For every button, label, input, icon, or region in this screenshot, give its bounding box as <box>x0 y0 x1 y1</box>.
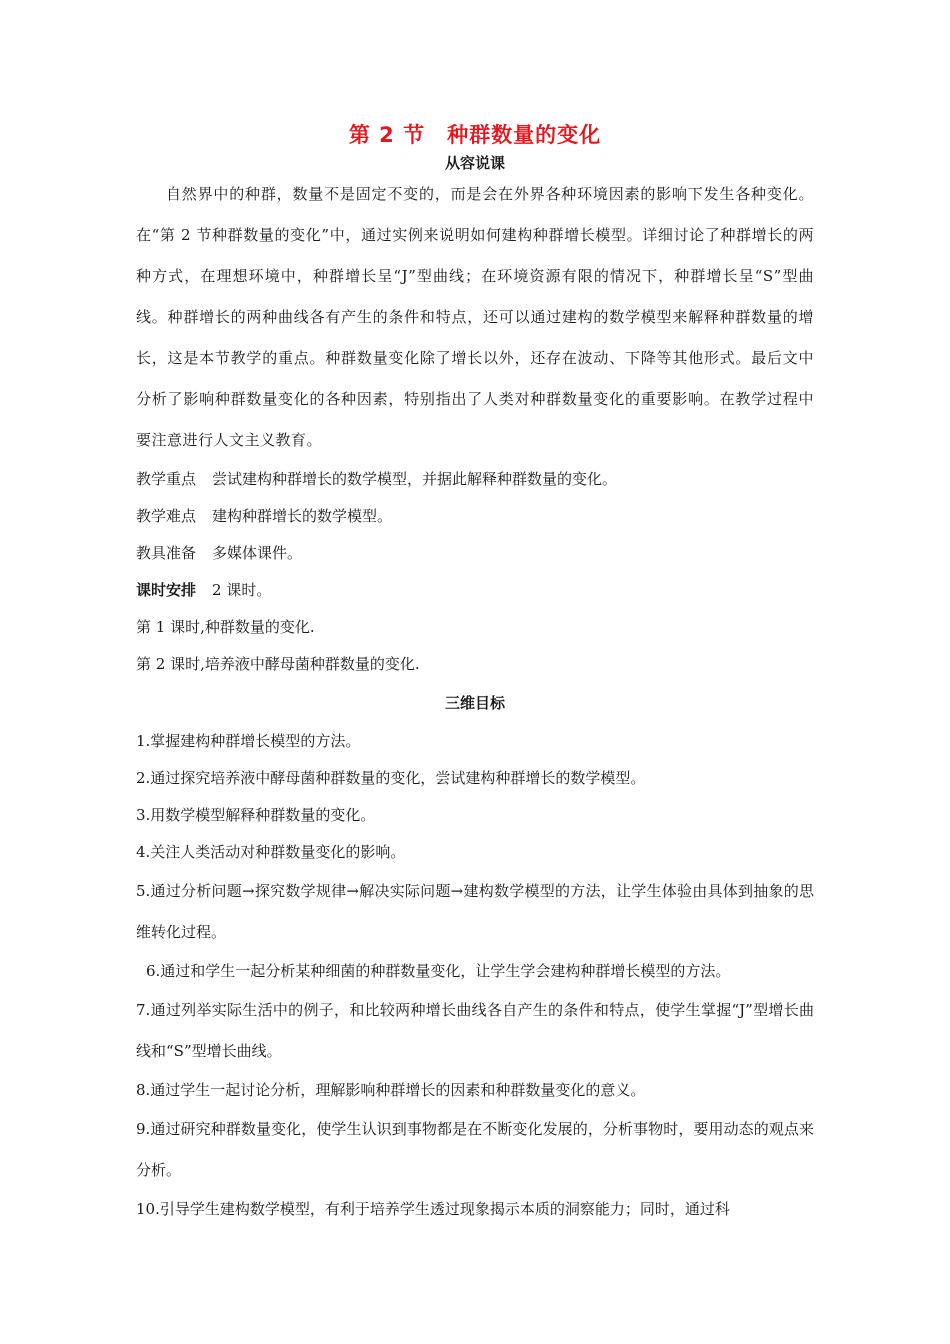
teaching-materials-label: 教具准备 <box>136 544 197 562</box>
schedule-label: 课时安排 <box>136 581 197 599</box>
objective-item: 4.关注人类活动对种群数量变化的影响。 <box>136 843 406 861</box>
teaching-materials-text: 多媒体课件。 <box>212 544 303 562</box>
teaching-key-text: 尝试建构种群增长的数学模型，并据此解释种群数量的变化。 <box>212 470 618 488</box>
objective-item: 6.通过和学生一起分析某种细菌的种群数量变化，让学生学会建构种群增长模型的方法。 <box>146 962 731 980</box>
objective-item: 5.通过分析问题→探究数学规律→解决实际问题→建构数学模型的方法，让学生体验由具体到抽象的思维转化过程。 <box>136 882 814 941</box>
objectives-list <box>136 723 814 1228</box>
objectives-heading: 三维目标 <box>444 694 505 712</box>
objective-item: 10.引导学生建构数学模型，有利于培养学生透过现象揭示本质的洞察能力；同时，通过科 <box>136 1200 730 1218</box>
lesson-1-line: 第 1 课时,种群数量的变化. <box>136 618 315 636</box>
lesson-2-line: 第 2 课时,培养液中酵母菌种群数量的变化. <box>136 655 420 673</box>
objective-item: 2.通过探究培养液中酵母菌种群数量的变化，尝试建构种群增长的数学模型。 <box>136 769 646 787</box>
objective-item: 3.用数学模型解释种群数量的变化。 <box>136 806 376 824</box>
teaching-key-label: 教学重点 <box>136 470 197 488</box>
teaching-key-line <box>136 461 814 498</box>
teaching-difficulty-text: 建构种群增长的数学模型。 <box>212 507 393 525</box>
intro-paragraph: 自然界中的种群，数量不是固定不变的，而是会在外界各种环境因素的影响下发生各种变化。在“第 2 节种群数量的变化”中，通过实例来说明如何建构种群增长模型。详细讨论了种群增长的两种方式，在理想环境中，种群增长呈“J”型曲线；在环境资源有限的情况下，种群增长呈“S”型曲线。种群增长的两种曲线各有产生的条件和特点，还可以通过建构的数学模型来解释种群数量的增长，这是本节教学的重点。种群数量变化除了增长以外，还存在波动、下降等其他形式。最后文中分析了影响种群数量变化的各种因素，特别指出了人类对种群数量变化的重要影响。在教学过程中要注意进行人文主义教育。 <box>136 185 814 449</box>
teaching-difficulty-line <box>136 498 814 535</box>
objective-item: 8.通过学生一起讨论分析，理解影响种群增长的因素和种群数量变化的意义。 <box>136 1081 646 1099</box>
document-title: 第 2 节 种群数量的变化 <box>348 123 602 147</box>
teaching-materials-line <box>136 535 814 572</box>
objective-item: 7.通过列举实际生活中的例子，和比较两种增长曲线各自产生的条件和特点，使学生掌握“J”型增长曲线和“S”型增长曲线。 <box>136 1001 814 1060</box>
objective-item: 1.掌握建构种群增长模型的方法。 <box>136 732 361 750</box>
objective-item: 9.通过研究种群数量变化，使学生认识到事物都是在不断变化发展的，分析事物时，要用动态的观点来分析。 <box>136 1120 814 1179</box>
teaching-difficulty-label: 教学难点 <box>136 507 197 525</box>
section-subtitle: 从容说课 <box>444 154 505 172</box>
schedule-line <box>136 572 814 609</box>
schedule-text: 2 课时。 <box>212 581 272 599</box>
document-page <box>136 118 814 1228</box>
